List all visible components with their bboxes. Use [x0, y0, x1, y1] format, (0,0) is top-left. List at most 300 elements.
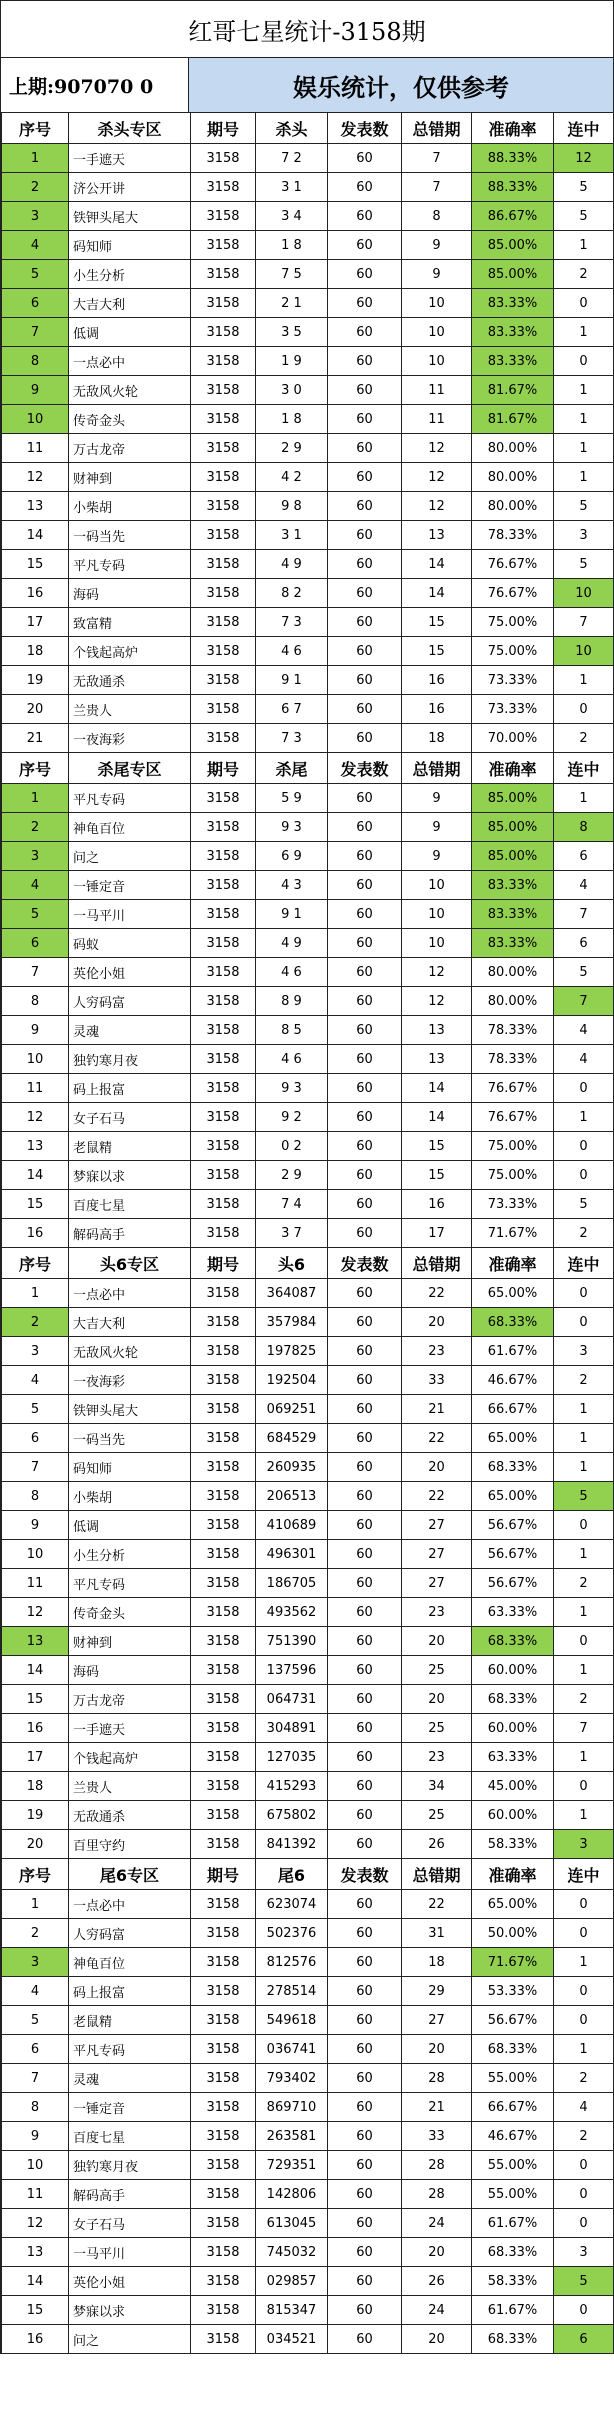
cell-streak: 0	[554, 1890, 614, 1919]
cell-published: 60	[328, 1890, 402, 1919]
cell-errors: 15	[402, 608, 472, 637]
cell-errors: 18	[402, 724, 472, 753]
cell-index: 6	[2, 1424, 69, 1453]
cell-accuracy: 85.00%	[472, 784, 554, 813]
table-row	[2, 1977, 614, 2006]
cell-published: 60	[328, 405, 402, 434]
cell-period: 3158	[191, 2296, 256, 2325]
cell-accuracy: 63.33%	[472, 1743, 554, 1772]
cell-name: 独钓寒月夜	[69, 2151, 191, 2180]
table-row	[2, 1598, 614, 1627]
cell-streak: 0	[554, 1511, 614, 1540]
cell-period: 3158	[191, 1743, 256, 1772]
table-row	[2, 1919, 614, 1948]
cell-accuracy: 55.00%	[472, 2151, 554, 2180]
cell-published: 60	[328, 2122, 402, 2151]
cell-published: 60	[328, 2151, 402, 2180]
cell-streak: 1	[554, 405, 614, 434]
cell-name: 海码	[69, 1656, 191, 1685]
cell-period: 3158	[191, 1103, 256, 1132]
cell-value: 8 5	[256, 1016, 328, 1045]
cell-streak: 0	[554, 289, 614, 318]
cell-period: 3158	[191, 813, 256, 842]
column-header-period: 期号	[191, 113, 256, 144]
column-header-errors: 总错期	[402, 113, 472, 144]
cell-value: 9 8	[256, 492, 328, 521]
cell-accuracy: 63.33%	[472, 1598, 554, 1627]
column-header-name: 头6专区	[69, 1248, 191, 1279]
cell-accuracy: 75.00%	[472, 637, 554, 666]
cell-published: 60	[328, 1279, 402, 1308]
cell-period: 3158	[191, 579, 256, 608]
cell-index: 15	[2, 1685, 69, 1714]
cell-name: 财神到	[69, 463, 191, 492]
cell-accuracy: 85.00%	[472, 231, 554, 260]
cell-period: 3158	[191, 1366, 256, 1395]
cell-streak: 5	[554, 550, 614, 579]
cell-accuracy: 76.67%	[472, 579, 554, 608]
cell-index: 5	[2, 1395, 69, 1424]
table-row	[2, 1569, 614, 1598]
cell-name: 济公开讲	[69, 173, 191, 202]
cell-period: 3158	[191, 695, 256, 724]
cell-index: 8	[2, 1482, 69, 1511]
cell-name: 个钱起高炉	[69, 637, 191, 666]
table-row	[2, 1132, 614, 1161]
cell-value: 3 0	[256, 376, 328, 405]
cell-name: 人穷码富	[69, 987, 191, 1016]
cell-value: 415293	[256, 1772, 328, 1801]
cell-streak: 5	[554, 202, 614, 231]
cell-value: 036741	[256, 2035, 328, 2064]
cell-index: 4	[2, 1977, 69, 2006]
cell-errors: 15	[402, 1132, 472, 1161]
cell-name: 低调	[69, 1511, 191, 1540]
cell-accuracy: 71.67%	[472, 1219, 554, 1248]
cell-value: 8 2	[256, 579, 328, 608]
cell-accuracy: 81.67%	[472, 376, 554, 405]
cell-published: 60	[328, 1103, 402, 1132]
cell-name: 小柴胡	[69, 492, 191, 521]
cell-accuracy: 83.33%	[472, 929, 554, 958]
cell-name: 解码高手	[69, 1219, 191, 1248]
cell-published: 60	[328, 1482, 402, 1511]
cell-errors: 23	[402, 1598, 472, 1627]
cell-accuracy: 78.33%	[472, 521, 554, 550]
cell-name: 百度七星	[69, 2122, 191, 2151]
cell-value: 410689	[256, 1511, 328, 1540]
cell-streak: 10	[554, 637, 614, 666]
cell-name: 一锤定音	[69, 2093, 191, 2122]
cell-value: 3 5	[256, 318, 328, 347]
cell-value: 7 3	[256, 608, 328, 637]
cell-streak: 6	[554, 929, 614, 958]
cell-value: 3 1	[256, 521, 328, 550]
cell-errors: 20	[402, 2238, 472, 2267]
cell-index: 16	[2, 1714, 69, 1743]
cell-value: 7 5	[256, 260, 328, 289]
column-header-value: 杀尾	[256, 753, 328, 784]
cell-published: 60	[328, 1511, 402, 1540]
cell-published: 60	[328, 1569, 402, 1598]
cell-streak: 0	[554, 1161, 614, 1190]
cell-streak: 1	[554, 1656, 614, 1685]
cell-streak: 0	[554, 1627, 614, 1656]
cell-errors: 20	[402, 1308, 472, 1337]
cell-published: 60	[328, 1743, 402, 1772]
cell-published: 60	[328, 289, 402, 318]
cell-index: 11	[2, 2180, 69, 2209]
table-row	[2, 666, 614, 695]
column-header-published: 发表数	[328, 753, 402, 784]
cell-published: 60	[328, 1074, 402, 1103]
cell-index: 13	[2, 2238, 69, 2267]
cell-streak: 10	[554, 579, 614, 608]
table-row	[2, 1801, 614, 1830]
cell-streak: 0	[554, 347, 614, 376]
cell-streak: 5	[554, 2267, 614, 2296]
cell-value: 729351	[256, 2151, 328, 2180]
table-row	[2, 784, 614, 813]
cell-index: 9	[2, 2122, 69, 2151]
cell-name: 百里守约	[69, 1830, 191, 1859]
cell-accuracy: 65.00%	[472, 1424, 554, 1453]
table-row	[2, 1948, 614, 1977]
cell-value: 1 9	[256, 347, 328, 376]
cell-errors: 14	[402, 1074, 472, 1103]
cell-accuracy: 78.33%	[472, 1016, 554, 1045]
cell-name: 码上报富	[69, 1977, 191, 2006]
table-row	[2, 260, 614, 289]
cell-published: 60	[328, 929, 402, 958]
cell-published: 60	[328, 2325, 402, 2354]
cell-errors: 24	[402, 2296, 472, 2325]
cell-name: 码知师	[69, 1453, 191, 1482]
cell-published: 60	[328, 1190, 402, 1219]
cell-period: 3158	[191, 1132, 256, 1161]
table-row	[2, 2238, 614, 2267]
cell-accuracy: 65.00%	[472, 1279, 554, 1308]
cell-period: 3158	[191, 987, 256, 1016]
cell-accuracy: 65.00%	[472, 1482, 554, 1511]
cell-errors: 26	[402, 1830, 472, 1859]
cell-index: 9	[2, 1016, 69, 1045]
cell-errors: 12	[402, 434, 472, 463]
cell-period: 3158	[191, 1685, 256, 1714]
column-header-period: 期号	[191, 753, 256, 784]
cell-published: 60	[328, 1540, 402, 1569]
cell-errors: 28	[402, 2151, 472, 2180]
table-row	[2, 929, 614, 958]
cell-errors: 13	[402, 521, 472, 550]
cell-errors: 28	[402, 2064, 472, 2093]
cell-streak: 1	[554, 463, 614, 492]
cell-streak: 7	[554, 1714, 614, 1743]
cell-value: 192504	[256, 1366, 328, 1395]
table-row	[2, 463, 614, 492]
cell-streak: 6	[554, 2325, 614, 2354]
cell-name: 独钓寒月夜	[69, 1045, 191, 1074]
cell-index: 4	[2, 231, 69, 260]
cell-published: 60	[328, 608, 402, 637]
cell-published: 60	[328, 434, 402, 463]
column-header-period: 期号	[191, 1859, 256, 1890]
cell-period: 3158	[191, 405, 256, 434]
cell-index: 11	[2, 1569, 69, 1598]
cell-errors: 22	[402, 1890, 472, 1919]
cell-accuracy: 85.00%	[472, 813, 554, 842]
cell-name: 传奇金头	[69, 405, 191, 434]
cell-period: 3158	[191, 1714, 256, 1743]
cell-value: 815347	[256, 2296, 328, 2325]
cell-name: 无敌风火轮	[69, 1337, 191, 1366]
cell-accuracy: 76.67%	[472, 1074, 554, 1103]
table-row	[2, 2035, 614, 2064]
cell-index: 7	[2, 318, 69, 347]
table-row	[2, 608, 614, 637]
cell-index: 19	[2, 666, 69, 695]
cell-period: 3158	[191, 1540, 256, 1569]
cell-value: 9 1	[256, 900, 328, 929]
column-header-streak: 连中	[554, 113, 614, 144]
cell-period: 3158	[191, 434, 256, 463]
cell-errors: 23	[402, 1743, 472, 1772]
cell-errors: 16	[402, 695, 472, 724]
table-row	[2, 173, 614, 202]
cell-errors: 20	[402, 1627, 472, 1656]
cell-streak: 4	[554, 1045, 614, 1074]
cell-published: 60	[328, 842, 402, 871]
cell-published: 60	[328, 1453, 402, 1482]
cell-value: 1 8	[256, 405, 328, 434]
cell-accuracy: 68.33%	[472, 2238, 554, 2267]
cell-index: 2	[2, 813, 69, 842]
cell-period: 3158	[191, 1337, 256, 1366]
cell-streak: 5	[554, 958, 614, 987]
table-row	[2, 1190, 614, 1219]
cell-errors: 16	[402, 1190, 472, 1219]
table-row	[2, 2209, 614, 2238]
cell-value: 812576	[256, 1948, 328, 1977]
cell-published: 60	[328, 1016, 402, 1045]
cell-name: 大吉大利	[69, 289, 191, 318]
cell-errors: 14	[402, 579, 472, 608]
cell-streak: 4	[554, 2093, 614, 2122]
cell-index: 15	[2, 550, 69, 579]
cell-accuracy: 80.00%	[472, 987, 554, 1016]
cell-name: 神龟百位	[69, 813, 191, 842]
cell-streak: 12	[554, 144, 614, 173]
cell-period: 3158	[191, 2180, 256, 2209]
cell-value: 4 3	[256, 871, 328, 900]
cell-errors: 27	[402, 1569, 472, 1598]
cell-index: 16	[2, 1219, 69, 1248]
cell-period: 3158	[191, 1279, 256, 1308]
column-header-streak: 连中	[554, 1859, 614, 1890]
cell-errors: 22	[402, 1279, 472, 1308]
cell-value: 8 9	[256, 987, 328, 1016]
column-header-errors: 总错期	[402, 753, 472, 784]
cell-errors: 25	[402, 1714, 472, 1743]
cell-index: 10	[2, 2151, 69, 2180]
column-header-value: 头6	[256, 1248, 328, 1279]
cell-name: 码蚁	[69, 929, 191, 958]
cell-errors: 12	[402, 958, 472, 987]
cell-index: 13	[2, 1132, 69, 1161]
table-row	[2, 1161, 614, 1190]
cell-index: 2	[2, 1919, 69, 1948]
cell-published: 60	[328, 871, 402, 900]
cell-name: 解码高手	[69, 2180, 191, 2209]
cell-accuracy: 71.67%	[472, 1948, 554, 1977]
cell-streak: 2	[554, 1366, 614, 1395]
cell-accuracy: 68.33%	[472, 1627, 554, 1656]
cell-value: 9 2	[256, 1103, 328, 1132]
cell-published: 60	[328, 2296, 402, 2325]
cell-period: 3158	[191, 1074, 256, 1103]
table-row	[2, 987, 614, 1016]
cell-period: 3158	[191, 842, 256, 871]
column-header-streak: 连中	[554, 753, 614, 784]
table-row	[2, 1366, 614, 1395]
cell-value: 3 1	[256, 173, 328, 202]
cell-published: 60	[328, 1772, 402, 1801]
cell-period: 3158	[191, 2064, 256, 2093]
cell-streak: 7	[554, 900, 614, 929]
cell-name: 灵魂	[69, 1016, 191, 1045]
cell-errors: 7	[402, 144, 472, 173]
table-row	[2, 1103, 614, 1132]
cell-published: 60	[328, 900, 402, 929]
table-row	[2, 637, 614, 666]
cell-published: 60	[328, 2064, 402, 2093]
cell-index: 3	[2, 842, 69, 871]
cell-published: 60	[328, 813, 402, 842]
cell-published: 60	[328, 202, 402, 231]
cell-accuracy: 88.33%	[472, 144, 554, 173]
cell-period: 3158	[191, 2238, 256, 2267]
cell-accuracy: 75.00%	[472, 1161, 554, 1190]
column-header-name: 杀头专区	[69, 113, 191, 144]
cell-streak: 8	[554, 813, 614, 842]
cell-streak: 0	[554, 1279, 614, 1308]
table-row	[2, 521, 614, 550]
column-header-errors: 总错期	[402, 1248, 472, 1279]
cell-published: 60	[328, 1424, 402, 1453]
column-header-accuracy: 准确率	[472, 113, 554, 144]
cell-name: 百度七星	[69, 1190, 191, 1219]
table-row	[2, 376, 614, 405]
cell-streak: 5	[554, 173, 614, 202]
cell-streak: 5	[554, 1190, 614, 1219]
cell-accuracy: 75.00%	[472, 1132, 554, 1161]
cell-errors: 10	[402, 929, 472, 958]
cell-accuracy: 83.33%	[472, 347, 554, 376]
cell-accuracy: 73.33%	[472, 695, 554, 724]
cell-published: 60	[328, 2238, 402, 2267]
cell-index: 1	[2, 784, 69, 813]
cell-name: 个钱起高炉	[69, 1743, 191, 1772]
cell-name: 致富精	[69, 608, 191, 637]
cell-errors: 11	[402, 376, 472, 405]
cell-streak: 1	[554, 1801, 614, 1830]
cell-period: 3158	[191, 347, 256, 376]
cell-name: 一马平川	[69, 900, 191, 929]
cell-accuracy: 76.67%	[472, 1103, 554, 1132]
cell-name: 铁钾头尾大	[69, 202, 191, 231]
cell-period: 3158	[191, 492, 256, 521]
cell-accuracy: 73.33%	[472, 666, 554, 695]
cell-accuracy: 88.33%	[472, 173, 554, 202]
cell-period: 3158	[191, 1482, 256, 1511]
cell-index: 12	[2, 2209, 69, 2238]
cell-index: 12	[2, 1598, 69, 1627]
cell-published: 60	[328, 173, 402, 202]
cell-name: 老鼠精	[69, 2006, 191, 2035]
cell-index: 21	[2, 724, 69, 753]
cell-errors: 7	[402, 173, 472, 202]
table-row	[2, 2122, 614, 2151]
cell-value: 745032	[256, 2238, 328, 2267]
cell-streak: 2	[554, 2122, 614, 2151]
cell-value: 613045	[256, 2209, 328, 2238]
cell-index: 8	[2, 987, 69, 1016]
cell-errors: 9	[402, 813, 472, 842]
cell-streak: 0	[554, 2151, 614, 2180]
cell-index: 11	[2, 1074, 69, 1103]
cell-value: 4 9	[256, 929, 328, 958]
cell-period: 3158	[191, 1190, 256, 1219]
table-row	[2, 2093, 614, 2122]
cell-value: 3 4	[256, 202, 328, 231]
cell-period: 3158	[191, 2325, 256, 2354]
section-header-row	[2, 753, 614, 784]
cell-period: 3158	[191, 318, 256, 347]
cell-period: 3158	[191, 1045, 256, 1074]
cell-streak: 1	[554, 1395, 614, 1424]
cell-errors: 18	[402, 1948, 472, 1977]
cell-period: 3158	[191, 1919, 256, 1948]
table-row	[2, 202, 614, 231]
cell-value: 2 9	[256, 434, 328, 463]
cell-value: 263581	[256, 2122, 328, 2151]
cell-errors: 17	[402, 1219, 472, 1248]
cell-index: 9	[2, 376, 69, 405]
column-header-index: 序号	[2, 753, 69, 784]
cell-value: 9 3	[256, 813, 328, 842]
cell-streak: 0	[554, 1132, 614, 1161]
table-row	[2, 1453, 614, 1482]
table-row	[2, 550, 614, 579]
cell-name: 英伦小姐	[69, 958, 191, 987]
cell-index: 1	[2, 1890, 69, 1919]
column-header-accuracy: 准确率	[472, 753, 554, 784]
cell-accuracy: 60.00%	[472, 1714, 554, 1743]
subheader	[1, 58, 613, 113]
table-row	[2, 318, 614, 347]
cell-streak: 1	[554, 1598, 614, 1627]
cell-published: 60	[328, 144, 402, 173]
cell-name: 女子石马	[69, 2209, 191, 2238]
cell-index: 11	[2, 434, 69, 463]
cell-errors: 16	[402, 666, 472, 695]
cell-index: 14	[2, 1161, 69, 1190]
cell-name: 大吉大利	[69, 1308, 191, 1337]
column-header-published: 发表数	[328, 1859, 402, 1890]
cell-name: 老鼠精	[69, 1132, 191, 1161]
cell-name: 无敌风火轮	[69, 376, 191, 405]
cell-errors: 22	[402, 1424, 472, 1453]
